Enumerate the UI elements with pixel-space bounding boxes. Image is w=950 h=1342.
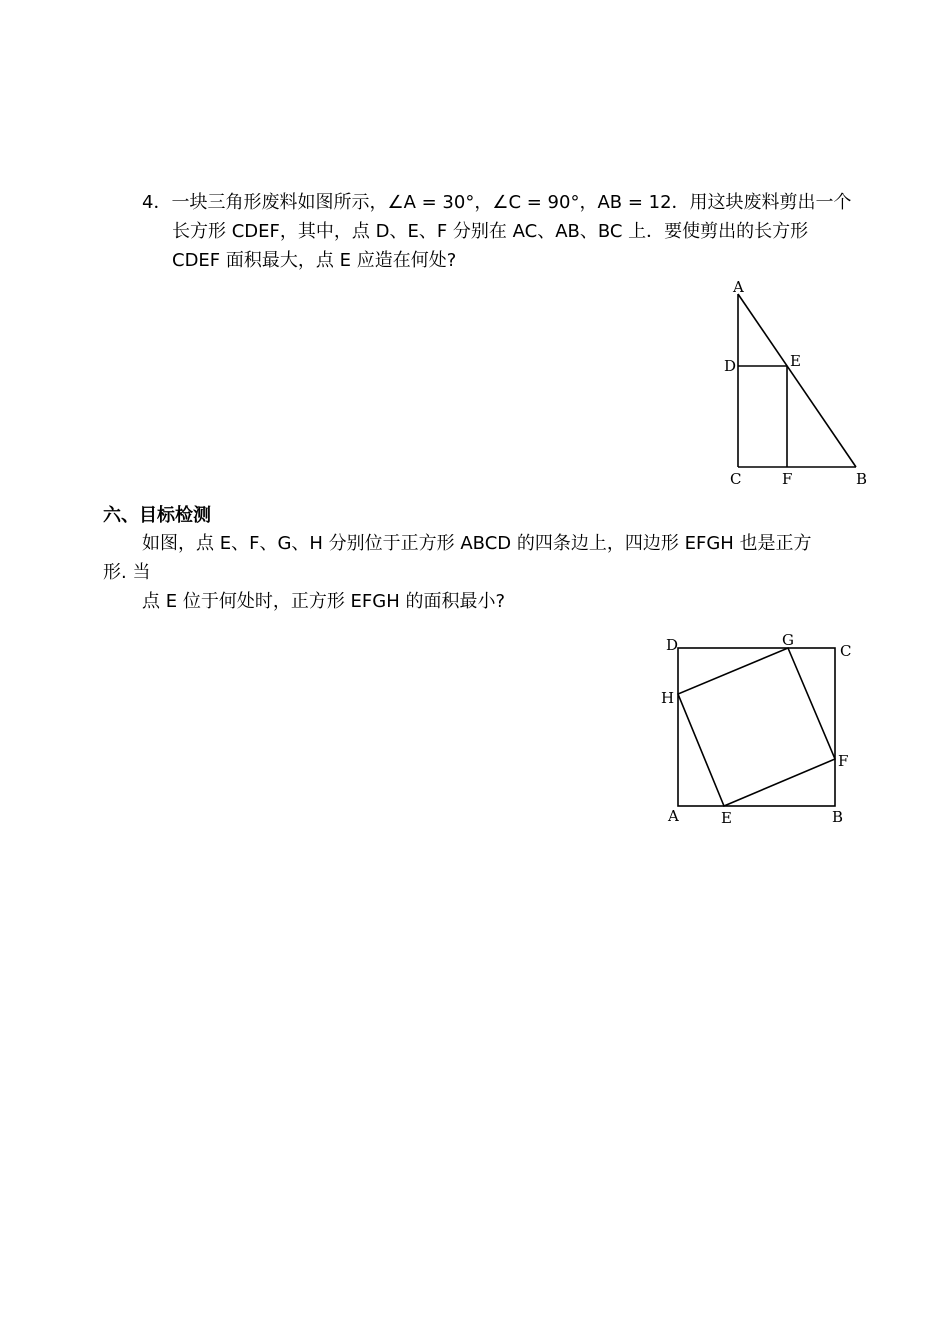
- label-b: B: [856, 470, 868, 488]
- label-h: H: [661, 689, 675, 707]
- label-a: A: [668, 807, 679, 825]
- section-6-line-2: 形. 当: [103, 562, 151, 583]
- section-6-heading: 六、目标检测: [103, 505, 211, 526]
- label-c: C: [840, 642, 852, 660]
- label-d: D: [666, 636, 679, 654]
- label-f: F: [782, 470, 793, 488]
- problem-4-line-2: 长方形 CDEF，其中，点 D、E、F 分别在 AC、AB、BC 上．要使剪出的长方形: [172, 221, 809, 242]
- label-b: B: [832, 808, 844, 826]
- problem-4-line-3: CDEF 面积最大，点 E 应造在何处?: [172, 250, 457, 271]
- square-efgh: [678, 648, 835, 806]
- label-a: A: [733, 278, 744, 296]
- label-e: E: [790, 352, 801, 370]
- label-e: E: [721, 809, 732, 827]
- square-abcd: [678, 648, 835, 806]
- label-d: D: [724, 357, 737, 375]
- section-6-line-1: 如图，点 E、F、G、H 分别位于正方形 ABCD 的四条边上，四边形 EFGH 也是正方: [142, 533, 812, 554]
- label-g: G: [782, 631, 794, 649]
- label-c: C: [730, 470, 742, 488]
- label-f: F: [838, 752, 849, 770]
- section-6-line-3: 点 E 位于何处时，正方形 EFGH 的面积最小?: [142, 591, 506, 612]
- problem-4-line-1: 4．一块三角形废料如图所示，∠A = 30°，∠C = 90°，AB = 12．用这块废料剪出一个: [142, 192, 852, 213]
